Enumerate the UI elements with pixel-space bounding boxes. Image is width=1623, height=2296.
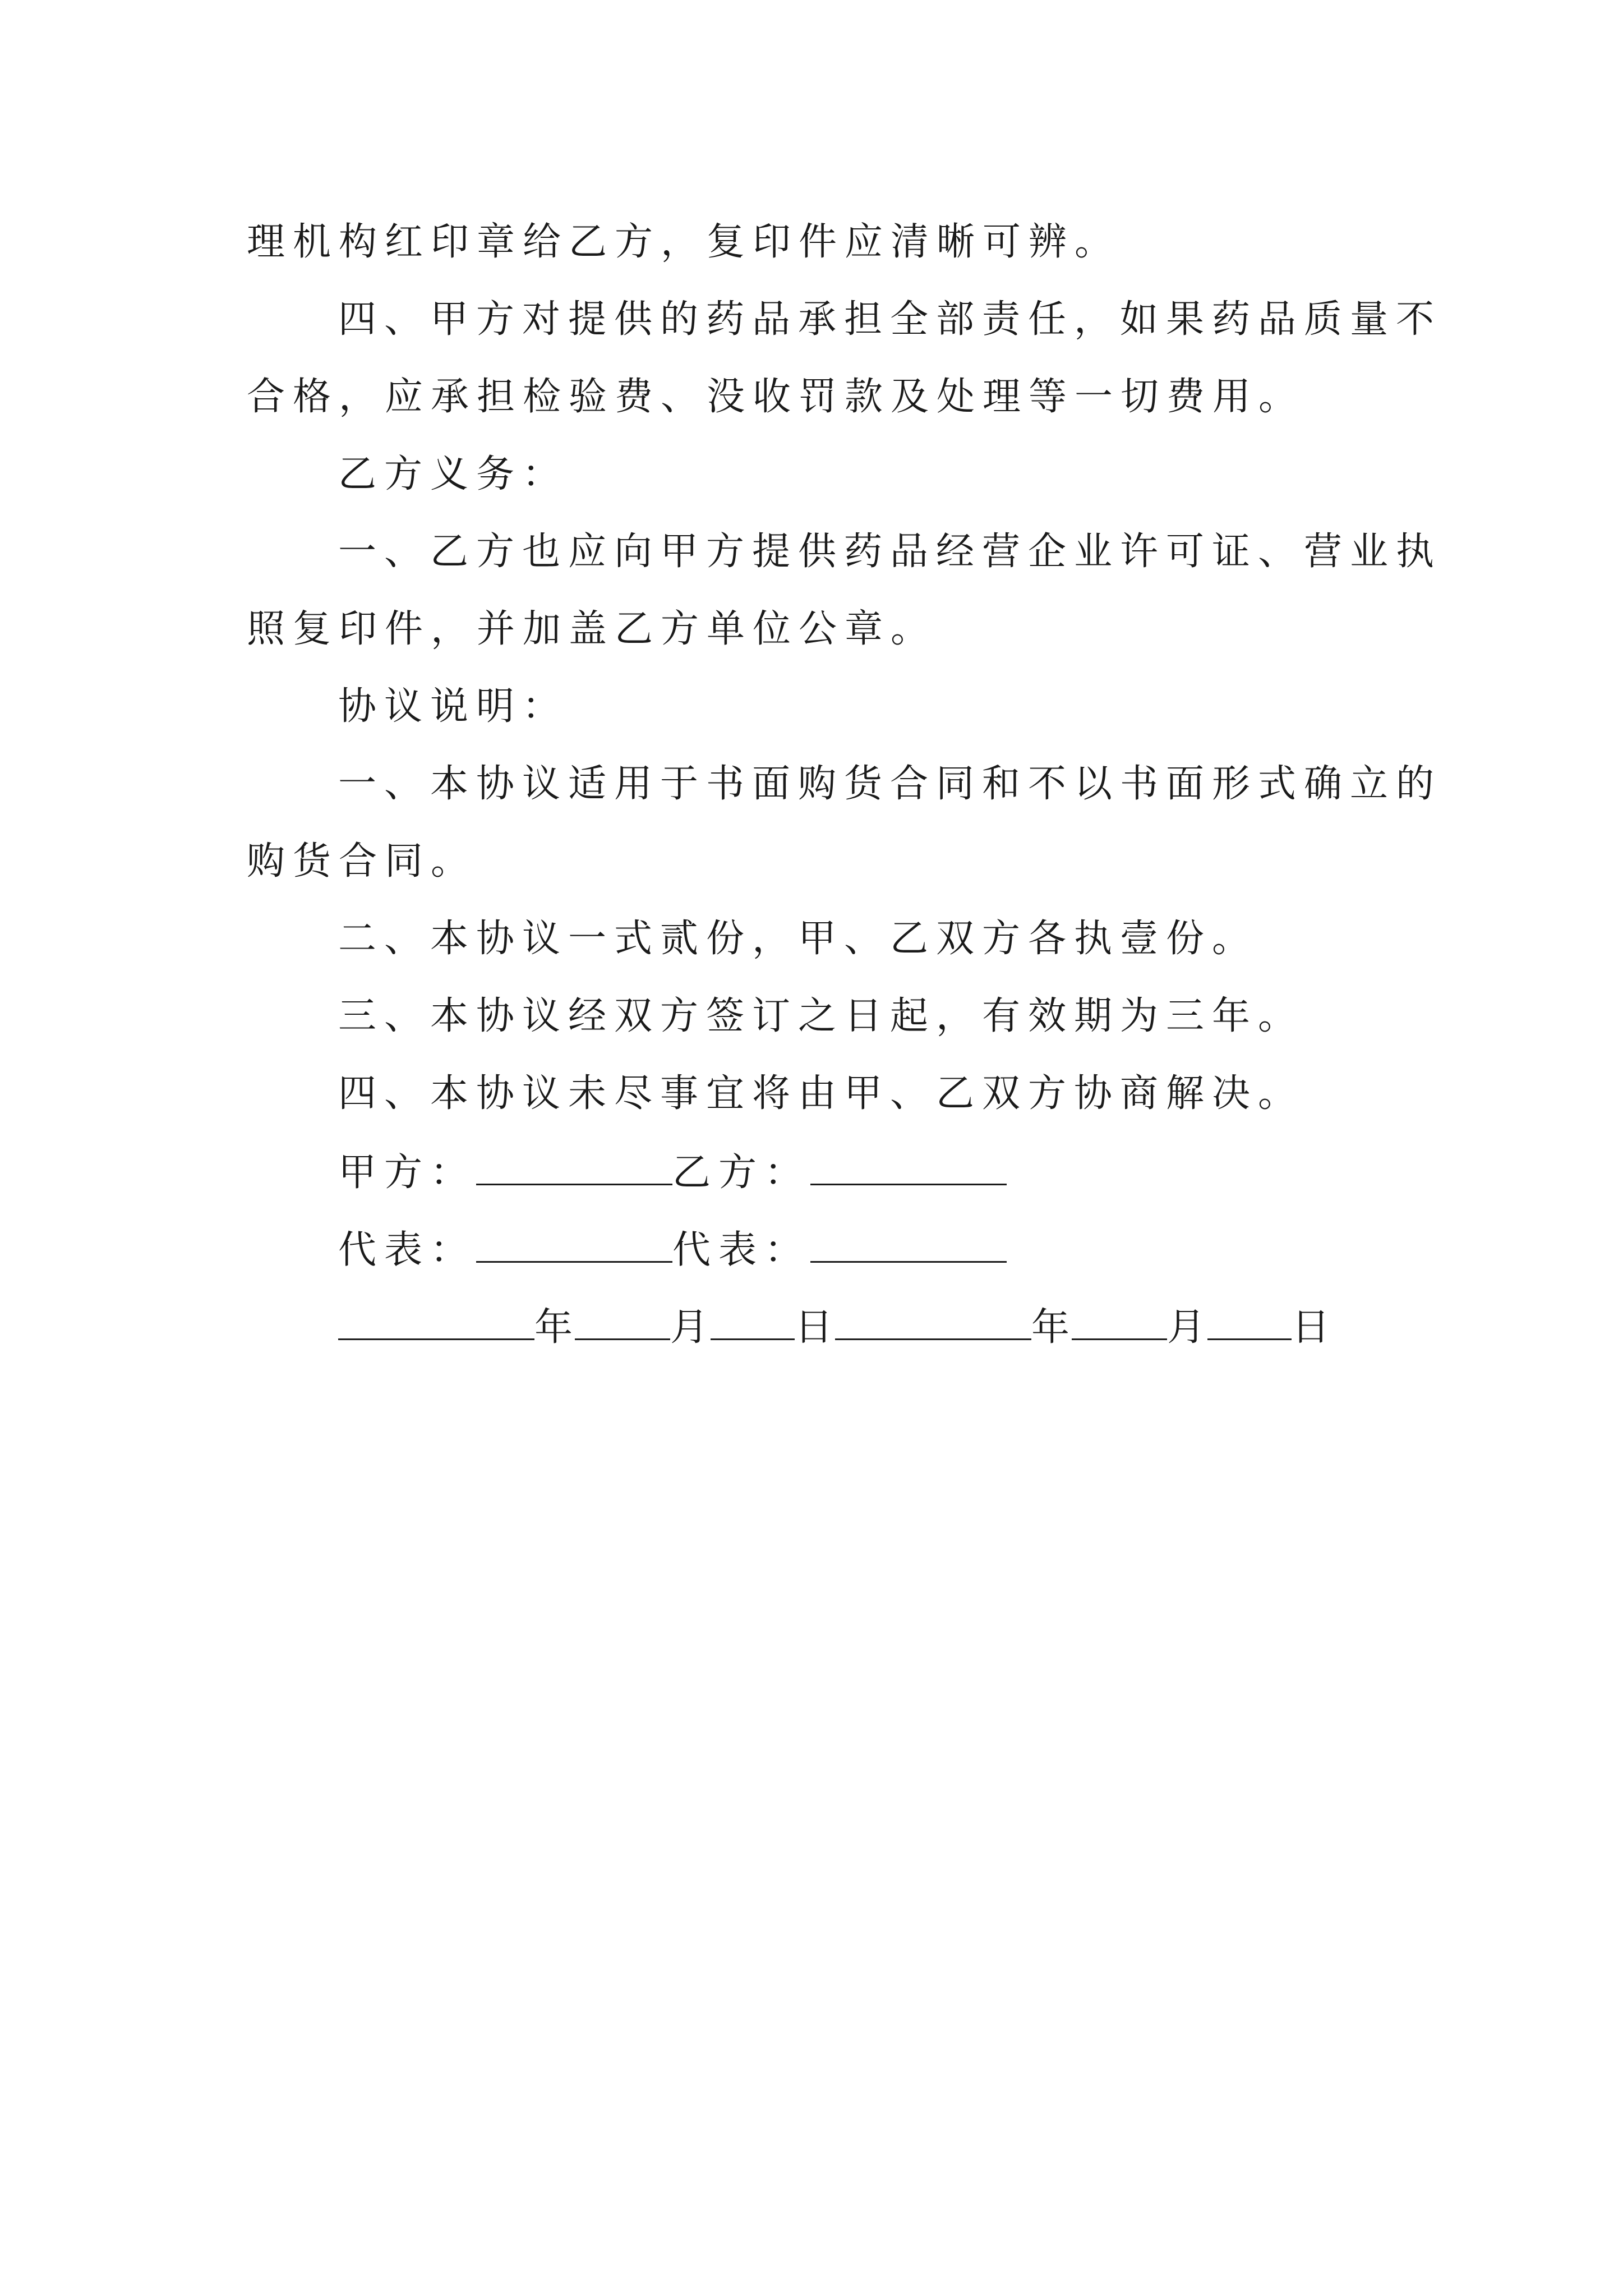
paragraph-party-b-1-line-2: 照复印件，并加盖乙方单位公章。 xyxy=(247,607,937,651)
section-heading-party-b-duties: 乙方义务： xyxy=(338,452,569,496)
rep-b-blank xyxy=(810,1226,1007,1263)
date-b-day-label: 日 xyxy=(1292,1305,1332,1350)
rep-a-blank xyxy=(476,1226,672,1263)
date-b-month-label: 月 xyxy=(1167,1305,1208,1350)
rep-a-label: 代表： xyxy=(338,1228,477,1272)
party-a-blank xyxy=(476,1149,672,1185)
date-b-year-blank xyxy=(835,1304,1031,1340)
paragraph-note-1-line-1: 一、本协议适用于书面购货合同和不以书面形式确立的 xyxy=(338,762,1442,806)
paragraph-note-1-line-2: 购货合同。 xyxy=(247,839,477,884)
paragraph-continuation: 理机构红印章给乙方，复印件应清晰可辨。 xyxy=(247,220,1121,264)
paragraph-note-4: 四、本协议未尽事宜将由甲、乙双方协商解决。 xyxy=(338,1071,1304,1116)
date-a-month-blank xyxy=(575,1304,670,1340)
section-heading-agreement-notes: 协议说明： xyxy=(338,684,569,729)
date-a-month-label: 月 xyxy=(670,1305,711,1350)
date-a-year-blank xyxy=(338,1304,534,1340)
signature-row-representatives xyxy=(338,1226,1007,1273)
paragraph-party-b-1-line-1: 一、乙方也应向甲方提供药品经营企业许可证、营业执 xyxy=(338,530,1442,574)
signature-row-dates xyxy=(338,1304,1332,1350)
date-a-day-blank xyxy=(711,1304,795,1340)
rep-b-label: 代表： xyxy=(672,1228,811,1272)
party-b-blank xyxy=(810,1149,1007,1185)
paragraph-clause-4-line-1: 四、甲方对提供的药品承担全部责任，如果药品质量不 xyxy=(338,297,1442,342)
date-b-month-blank xyxy=(1072,1304,1167,1340)
date-a-day-label: 日 xyxy=(795,1305,836,1350)
paragraph-clause-4-line-2: 合格，应承担检验费、没收罚款及处理等一切费用。 xyxy=(247,375,1305,419)
paragraph-note-3: 三、本协议经双方签订之日起，有效期为三年。 xyxy=(338,994,1304,1038)
signature-row-parties xyxy=(338,1149,1007,1195)
party-b-label: 乙方： xyxy=(672,1151,811,1195)
party-a-label: 甲方： xyxy=(338,1151,477,1195)
date-a-year-label: 年 xyxy=(534,1305,575,1350)
date-b-year-label: 年 xyxy=(1031,1305,1072,1350)
date-b-day-blank xyxy=(1207,1304,1292,1340)
paragraph-note-2: 二、本协议一式贰份，甲、乙双方各执壹份。 xyxy=(338,917,1258,961)
